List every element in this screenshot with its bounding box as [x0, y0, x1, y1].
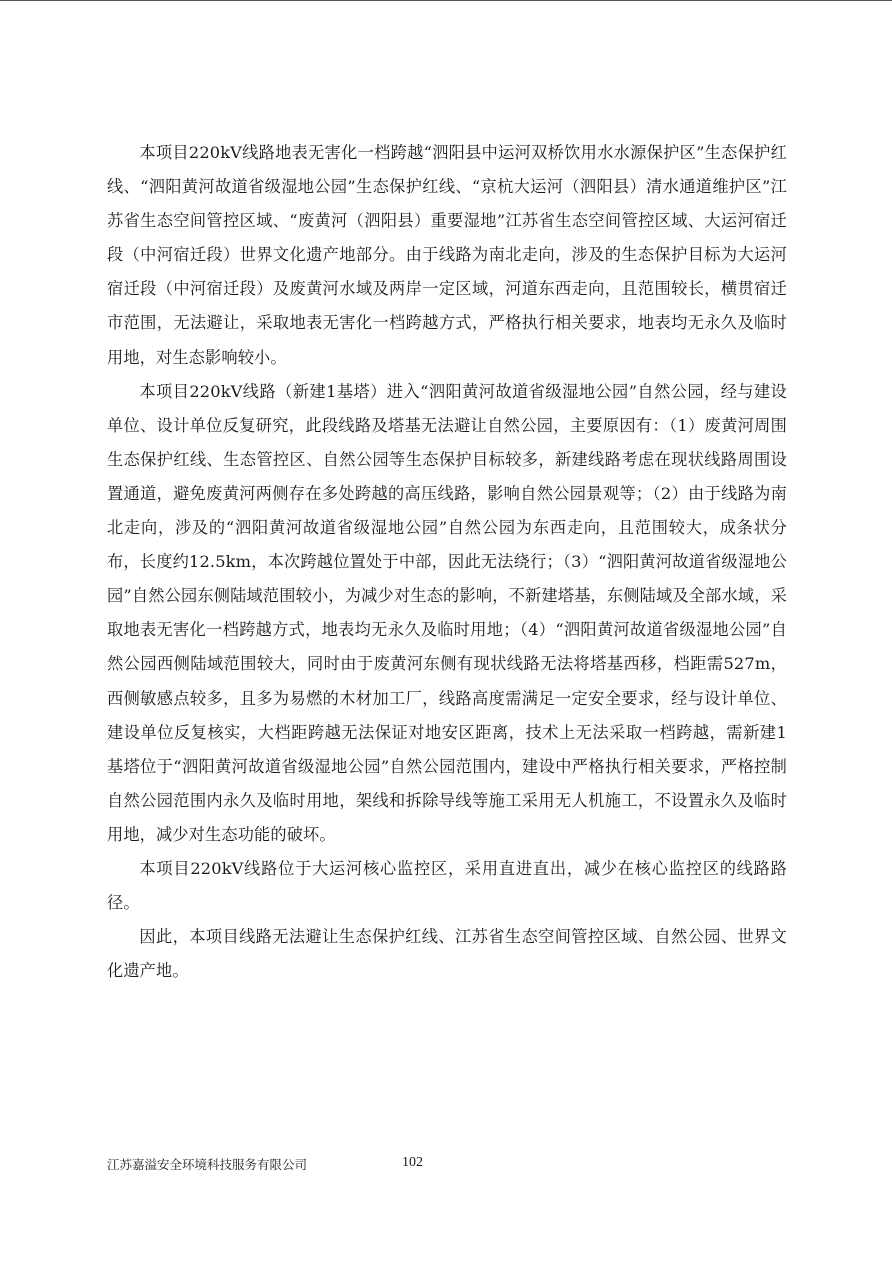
footer-company-name: 江苏嘉溢安全环境科技服务有限公司 — [107, 1157, 308, 1172]
document-body — [107, 136, 787, 988]
paragraph-crossing-overview: 本项目220kV线路地表无害化一档跨越“泗阳县中运河双桥饮用水水源保护区”生态保护红线、“泗阳黄河故道省级湿地公园”生态保护红线、“京杭大运河（泗阳县）清水通道维护区”江苏省生态空间管控区域、“废黄河（泗阳县）重要湿地”江苏省生态空间管控区域、大运河宿迁段（中河宿迁段）世界文化遗产地部分。由于线路为南北走向，涉及的生态保护目标为大运河宿迁段（中河宿迁段）及废黄河水域及两岸一定区域，河道东西走向，且范围较长，横贯宿迁市范围，无法避让，采取地表无害化一档跨越方式，严格执行相关要求，地表均无永久及临时用地，对生态影响较小。 — [107, 143, 787, 367]
paragraph-conclusion: 因此，本项目线路无法避让生态保护红线、江苏省生态空间管控区域、自然公园、世界文化遗产地。 — [107, 927, 787, 981]
page-number: 102 — [402, 1155, 423, 1170]
paragraph-grand-canal-core: 本项目220kV线路位于大运河核心监控区，采用直进直出，减少在核心监控区的线路路径。 — [107, 858, 787, 913]
top-border-line — [0, 0, 892, 1]
paragraph-nature-park-tower: 本项目220kV线路（新建1基塔）进入“泗阳黄河故道省级湿地公园”自然公园，经与建设单位、设计单位反复研究，此段线路及塔基无法避让自然公园，主要原因有：（1）废黄河周围生态保护红线、生态管控区、自然公园等生态保护目标较多，新建线路考虑在现状线路周围设置通道，避免废黄河两侧存在多处跨越的高压线路，影响自然公园景观等；（2）由于线路为南北走向，涉及的“泗阳黄河故道省级湿地公园”自然公园为东西走向，且范围较大，成条状分布，长度约12.5km，本次跨越位置处于中部，因此无法绕行；（3）“泗阳黄河故道省级湿地公园”自然公园东侧陆域范围较小，为减少对生态的影响，不新建塔基，东侧陆域及全部水域，采取地表无害化一档跨越方式，地表均无永久及临时用地；（4）“泗阳黄河故道省级湿地公园”自然公园西侧陆域范围较大，同时由于废黄河东侧有现状线路无法将塔基西移，档距需527m，西侧敏感点较多，且多为易燃的木材加工厂，线路高度需满足一定安全要求，经与设计单位、建设单位反复核实，大档距跨越无法保证对地安区距离，技术上无法采取一档跨越，需新建1基塔位于“泗阳黄河故道省级湿地公园”自然公园范围内，建设中严格执行相关要求，严格控制自然公园范围内永久及临时用地，架线和拆除导线等施工采用无人机施工，不设置永久及临时用地，减少对生态功能的破坏。 — [107, 381, 787, 844]
page-footer — [107, 1155, 787, 1175]
